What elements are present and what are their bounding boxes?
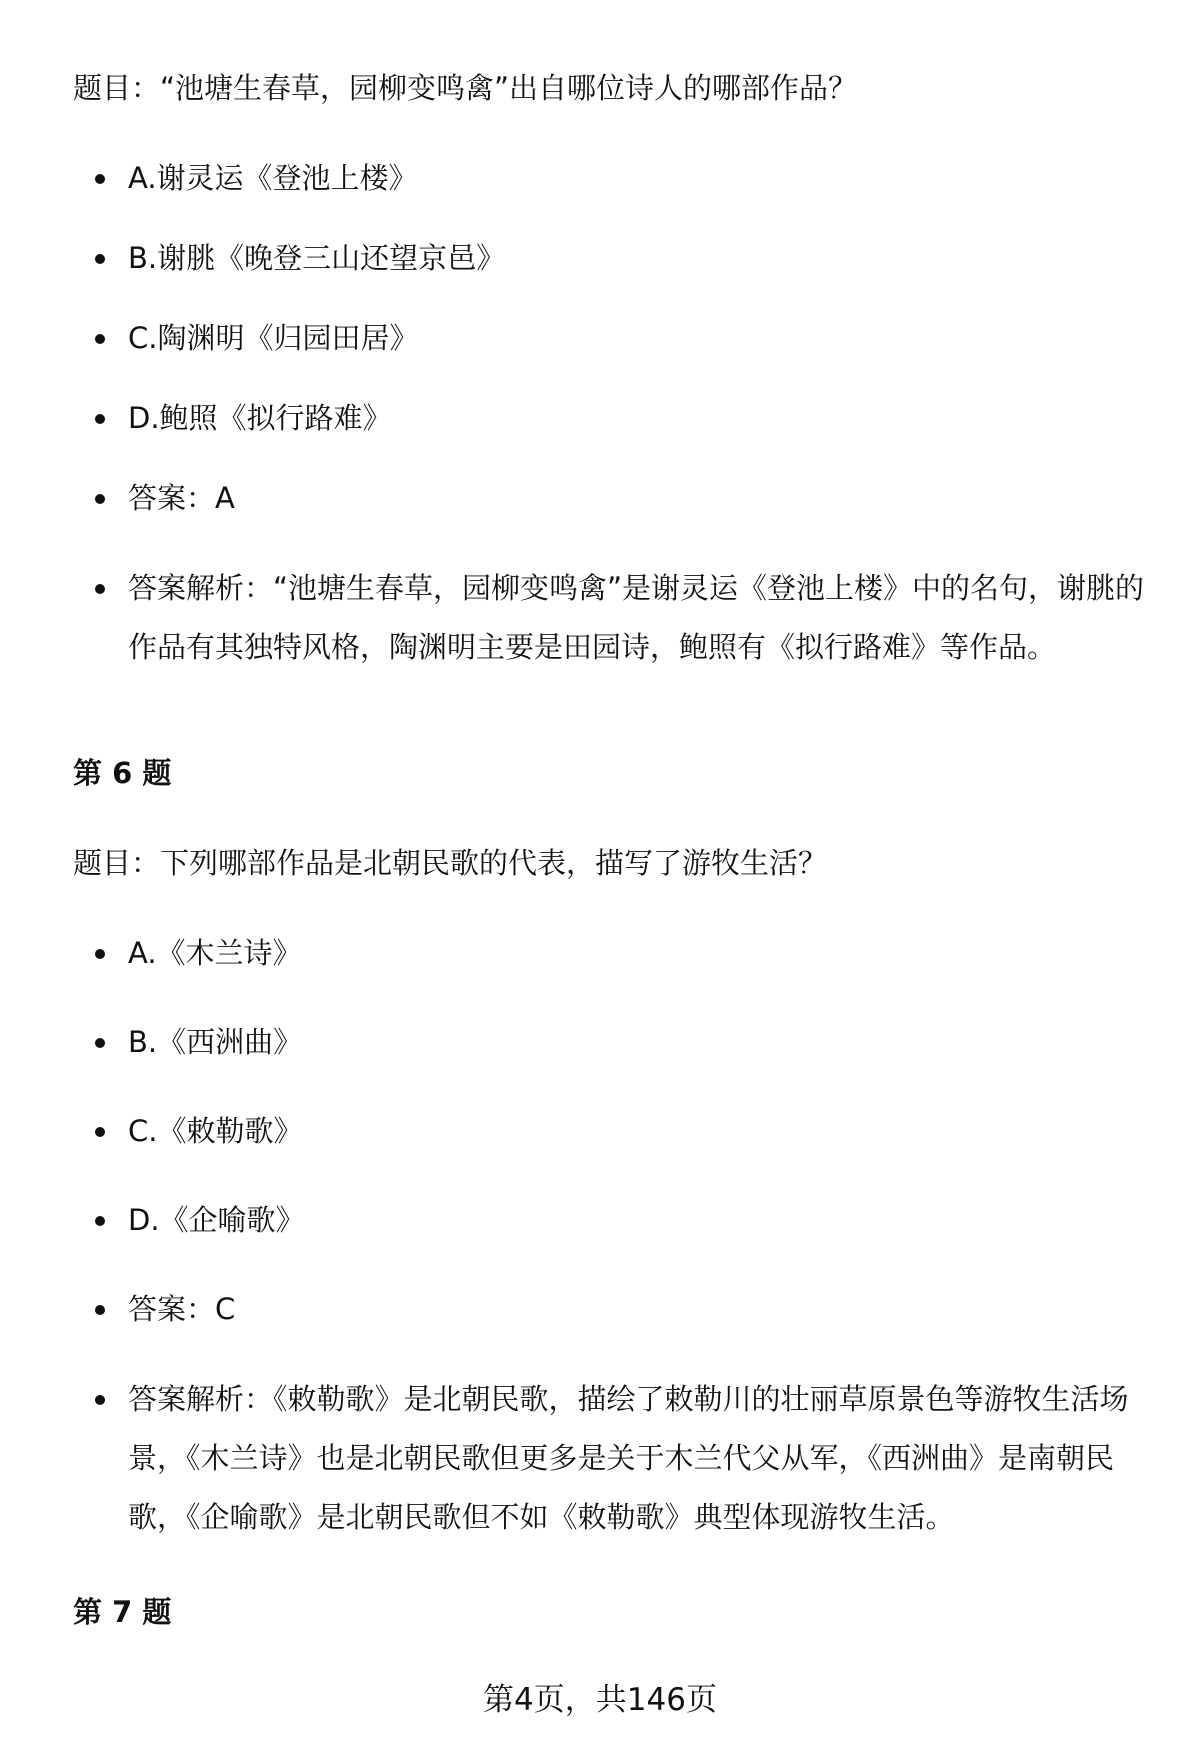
option-d (95, 398, 1145, 438)
option-c (95, 1111, 1145, 1151)
option-b (95, 238, 1145, 278)
option-text: B.《西洲曲》 (128, 1025, 303, 1059)
question-text: 题目：下列哪部作品是北朝民歌的代表，描写了游牧生活？ (73, 846, 828, 880)
question-heading: 第 6 题 (73, 756, 172, 790)
option-text: B.谢朓《晚登三山还望京邑》 (128, 241, 506, 275)
analysis-text: 答案解析：“池塘生春草，园柳变鸣禽”是谢灵运《登池上楼》中的名句，谢朓的作品有其独特风格，陶渊明主要是田园诗，鲍照有《拟行路难》等作品。 (128, 571, 1145, 664)
answer-analysis (95, 568, 1145, 677)
bullet-icon (95, 1038, 105, 1048)
option-text: C.《敕勒歌》 (128, 1114, 303, 1148)
page-indicator: 第4页，共146页 (483, 1682, 717, 1718)
answer (95, 478, 1145, 518)
question-heading: 第 7 题 (73, 1595, 172, 1629)
bullet-icon (95, 334, 105, 344)
option-a (95, 158, 1145, 198)
answer (95, 1289, 1145, 1329)
bullet-icon (95, 584, 105, 594)
bullet-icon (95, 494, 105, 504)
bullet-icon (95, 1216, 105, 1226)
option-text: C.陶渊明《归园田居》 (128, 321, 419, 355)
bullet-icon (95, 949, 105, 959)
bullet-icon (95, 1305, 105, 1315)
bullet-icon (95, 174, 105, 184)
analysis-text: 答案解析：《敕勒歌》是北朝民歌，描绘了敕勒川的壮丽草原景色等游牧生活场景，《木兰诗》也是北朝民歌但更多是关于木兰代父从军，《西洲曲》是南朝民歌，《企喻歌》是北朝民歌但不如《敕勒歌》典型体现游牧生活。 (128, 1382, 1129, 1534)
option-text: A.《木兰诗》 (128, 936, 302, 970)
bullet-icon (95, 1127, 105, 1137)
option-a (95, 933, 1145, 973)
question-text: 题目：“池塘生春草，园柳变鸣禽”出自哪位诗人的哪部作品？ (73, 71, 858, 105)
option-c (95, 318, 1145, 358)
option-d (95, 1200, 1145, 1240)
answer-text: 答案：A (128, 481, 235, 515)
option-text: D.《企喻歌》 (128, 1203, 305, 1237)
option-b (95, 1022, 1145, 1062)
option-text: A.谢灵运《登池上楼》 (128, 161, 418, 195)
bullet-icon (95, 1395, 105, 1405)
bullet-icon (95, 414, 105, 424)
bullet-icon (95, 254, 105, 264)
option-text: D.鲍照《拟行路难》 (128, 401, 392, 435)
answer-analysis (95, 1379, 1145, 1547)
answer-text: 答案：C (128, 1292, 236, 1326)
